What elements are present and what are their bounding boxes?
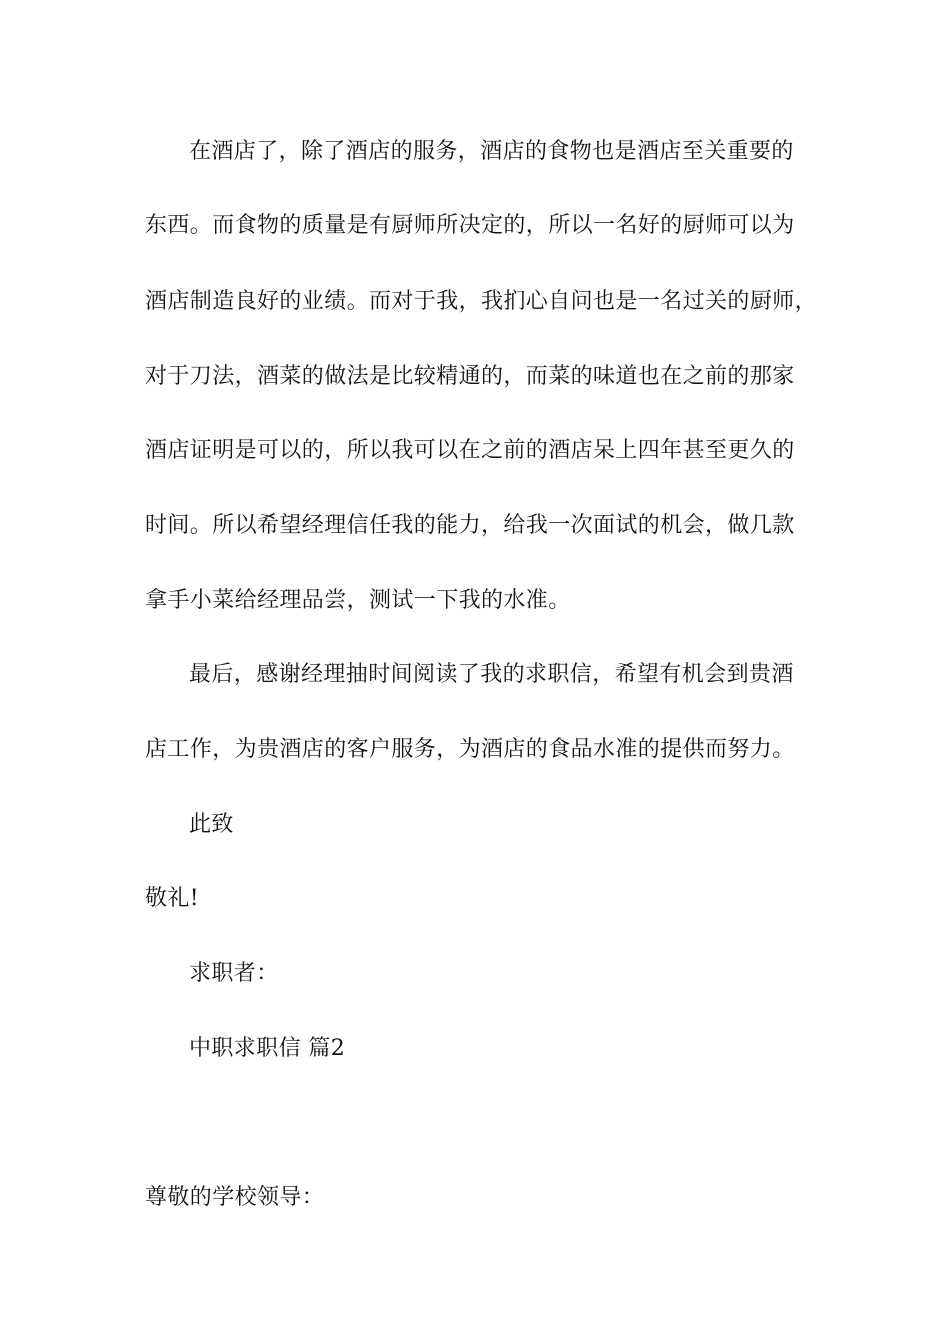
paragraph-line: 拿手小菜给经理品尝，测试一下我的水准。 xyxy=(145,588,571,613)
signature-line: 求职者： xyxy=(189,961,279,986)
paragraph-line: 对于刀法，酒菜的做法是比较精通的，而菜的味道也在之前的那家 xyxy=(145,364,795,389)
paragraph-line: 在酒店了，除了酒店的服务，酒店的食物也是酒店至关重要的 xyxy=(189,139,794,164)
paragraph-line: 时间。所以希望经理信任我的能力，给我一次面试的机会，做几款 xyxy=(145,513,795,538)
greeting-line: 尊敬的学校领导： xyxy=(145,1185,325,1210)
paragraph-line: 最后，感谢经理抽时间阅读了我的求职信，希望有机会到贵酒 xyxy=(189,662,794,687)
paragraph-line: 酒店制造良好的业绩。而对于我，我扪心自问也是一名过关的厨师， xyxy=(145,289,818,314)
section-heading: 中职求职信 篇2 xyxy=(189,1036,346,1061)
salutation-line: 敬礼! xyxy=(145,886,200,911)
paragraph-line: 店工作，为贵酒店的客户服务，为酒店的食品水准的提供而努力。 xyxy=(145,737,795,762)
paragraph-line: 酒店证明是可以的，所以我可以在之前的酒店呆上四年甚至更久的 xyxy=(145,438,795,463)
closing-line: 此致 xyxy=(189,812,234,837)
paragraph-line: 东西。而食物的质量是有厨师所决定的，所以一名好的厨师可以为 xyxy=(145,213,795,238)
